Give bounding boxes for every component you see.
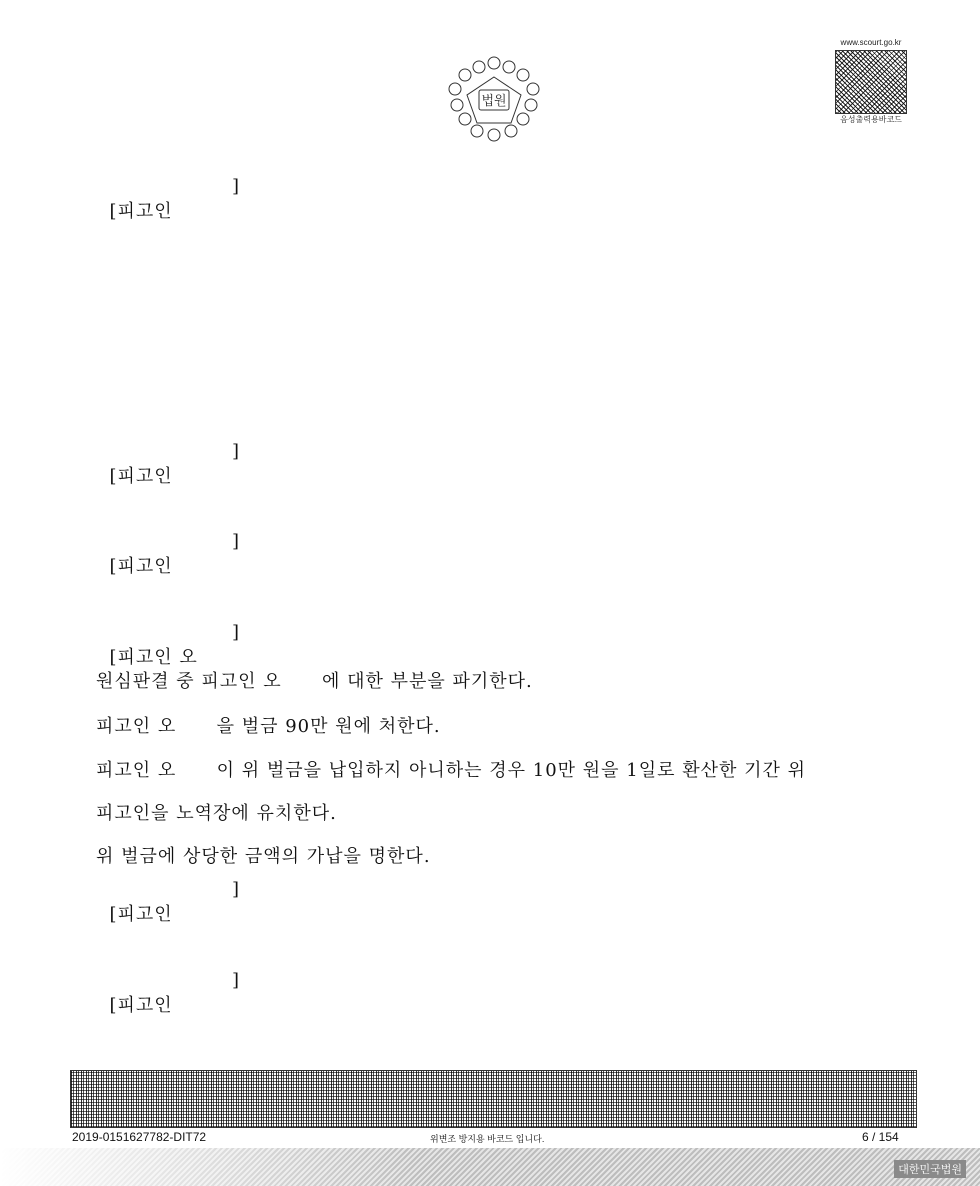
page-number: 6 / 154 (862, 1130, 899, 1144)
qr-code-icon (835, 50, 907, 114)
defendant-heading-4: [피고인 오 ] (109, 622, 241, 668)
footer-band-fade (0, 1148, 420, 1186)
defendant-heading-5: [피고인 ] (109, 879, 241, 925)
qr-caption: 음성출력용바코드 (840, 115, 902, 124)
audio-barcode-block (830, 38, 912, 126)
defendant-heading-6: [피고인 ] (109, 970, 241, 1016)
anti-forgery-barcode (70, 1070, 917, 1128)
ruling-line-4: 피고인을 노역장에 유치한다. (96, 803, 337, 824)
defendant-heading-3: [피고인 ] (109, 531, 241, 577)
ruling-line-3: 피고인 오 이 위 벌금을 납입하지 아니하는 경우 10만 원을 1일로 환산한 기간 위 (96, 760, 806, 781)
defendant-heading-2: [피고인 ] (109, 441, 241, 487)
barcode-notice: 위변조 방지용 바코드 입니다. (430, 1134, 545, 1144)
ruling-line-1: 원심판결 중 피고인 오 에 대한 부분을 파기한다. (96, 671, 533, 692)
qr-url: www.scourt.go.kr (840, 38, 902, 47)
ruling-line-2: 피고인 오 을 벌금 90만 원에 처한다. (96, 716, 441, 737)
court-name: 대한민국법원 (894, 1160, 966, 1178)
ruling-line-5: 위 벌금에 상당한 금액의 가납을 명한다. (96, 846, 431, 867)
defendant-heading-1: [피고인 ] (109, 176, 241, 222)
seal-text: 법원 (481, 94, 507, 109)
document-id: 2019-0151627782-DIT72 (72, 1130, 207, 1144)
court-seal (443, 55, 545, 145)
